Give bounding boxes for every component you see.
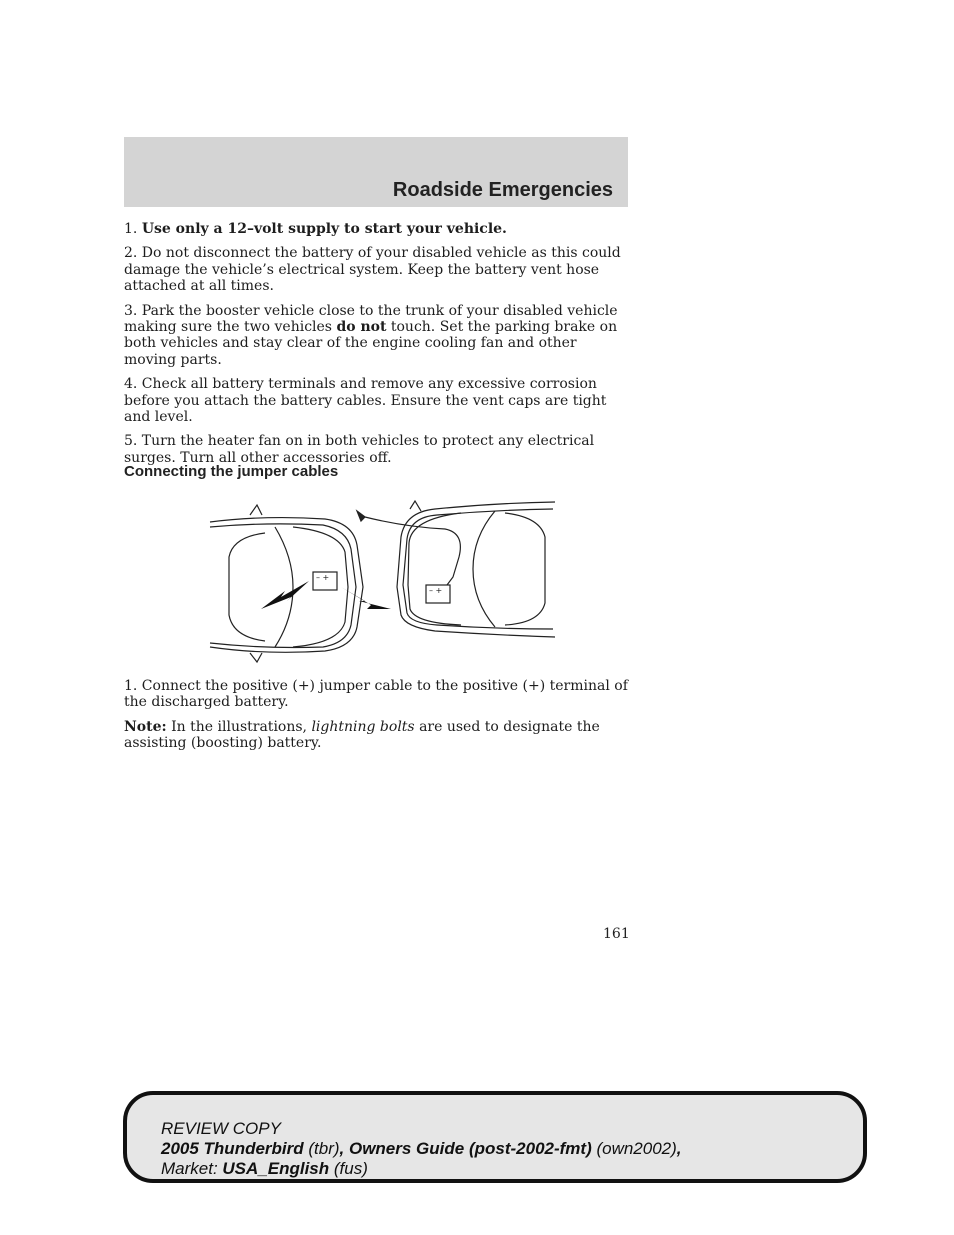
right-car-mirror (410, 501, 421, 511)
step-1 (124, 221, 629, 237)
note-label: Note: (124, 718, 167, 735)
left-car-body (210, 518, 363, 653)
connection-instructions (124, 678, 629, 760)
footer-model-code: (tbr) (303, 1139, 340, 1158)
step-3-emphasis: do not (336, 319, 387, 336)
right-car-windshield (473, 511, 495, 627)
right-car-window (505, 513, 545, 625)
lightning-bolt-icon-right (341, 587, 391, 609)
footer-market (161, 1159, 682, 1179)
step-2: 2. Do not disconnect the battery of your disabled vehicle as this could damage the vehicle’s electrical system. Keep the battery vent hose attached at all times. (124, 245, 621, 295)
footer-review-copy: REVIEW COPY (161, 1119, 281, 1138)
section-header-band (124, 137, 628, 207)
note-text-a: In the illustrations, (166, 718, 312, 735)
footer-market-value: USA_English (222, 1159, 330, 1178)
footer-guide: , Owners Guide (post-2002-fmt) (339, 1139, 592, 1158)
left-car-rear-window (275, 527, 293, 647)
note-emphasis: lightning bolts (311, 718, 415, 735)
right-battery-terminals: – + (429, 586, 443, 595)
left-car-window (229, 533, 265, 641)
left-battery-terminals: – + (316, 573, 330, 582)
left-car-mirror-bottom (250, 653, 262, 662)
step-5: 5. Turn the heater fan on in both vehicles to protect any electrical surges. Turn all other accessories off. (124, 433, 595, 466)
left-car-mirror-top (250, 505, 262, 515)
step-3-text-a: 3. Park the booster vehicle close to the trunk of your disabled vehicle making sure the two vehicles (124, 302, 618, 336)
right-car-hood-line (408, 513, 461, 625)
page-number: 161 (603, 926, 630, 942)
review-copy-footer (123, 1091, 867, 1183)
jumper-cables-illustration (205, 497, 560, 667)
footer-text (161, 1119, 682, 1179)
note-text-b: are used to designate the assisting (boosting) battery. (124, 718, 600, 752)
footer-publication (161, 1139, 682, 1159)
step-3 (124, 303, 629, 369)
footer-market-label: Market: (161, 1159, 223, 1178)
subheading: Connecting the jumper cables (124, 463, 339, 480)
step-4: 4. Check all battery terminals and remove any excessive corrosion before you attach the battery cables. Ensure the vent caps are tight and level. (124, 376, 607, 426)
right-car-body (397, 502, 555, 637)
step-1-text: Use only a 12–volt supply to start your vehicle. (141, 221, 507, 237)
footer-model: 2005 Thunderbird (161, 1139, 304, 1158)
connect-step-1: 1. Connect the positive (+) jumper cable to the positive (+) terminal of the discharged battery. (124, 678, 628, 711)
footer-guide-code: (own2002) (591, 1139, 677, 1158)
cable-clamp-icon (357, 511, 365, 521)
note (124, 719, 629, 752)
instruction-list (124, 221, 629, 474)
vehicles-diagram (205, 497, 560, 667)
jumper-cable (365, 517, 460, 585)
footer-market-code: (fus) (329, 1159, 368, 1178)
footer-comma: , (676, 1139, 682, 1158)
lightning-bolt-icon-left (261, 581, 309, 609)
section-title: Roadside Emergencies (392, 179, 613, 201)
step-1-number: 1. (124, 221, 138, 237)
step-3-text-b: touch. Set the parking brake on both vehicles and stay clear of the engine cooling fan and other moving parts. (124, 319, 618, 368)
